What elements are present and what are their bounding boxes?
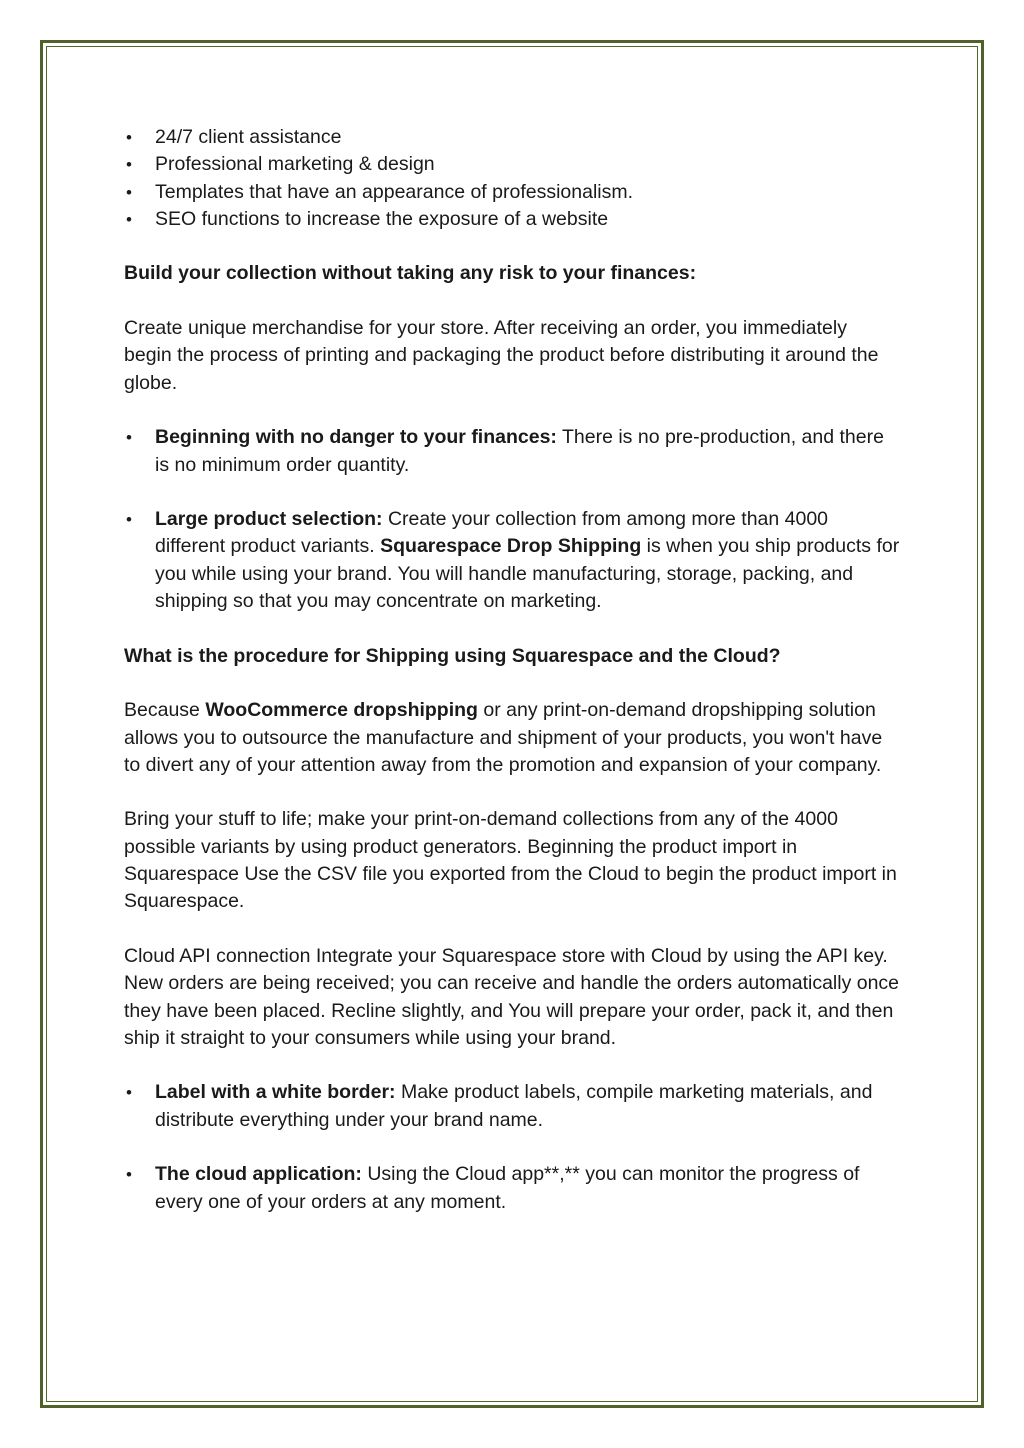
heading-risk: Build your collection without taking any risk to your finances:	[124, 262, 697, 285]
list-item	[124, 1079, 900, 1134]
bullet-bold-term: Squarespace Drop Shipping	[380, 535, 642, 558]
bullet-cloud-list	[124, 1161, 900, 1216]
paragraph-woocommerce	[124, 697, 900, 779]
list-item: • Professional marketing & design	[124, 151, 900, 178]
list-item	[124, 1161, 900, 1216]
bullet-text: Create your collection from among more than 4000 different product variants.	[155, 508, 829, 558]
bullet-selection-list	[124, 506, 900, 615]
paragraph-bold-term: WooCommerce dropshipping	[205, 699, 478, 722]
bullet-no-danger-list	[124, 424, 900, 479]
bullet-bold-lead: Beginning with no danger to your finances:	[155, 426, 557, 449]
bullet-bold-lead: Label with a white border:	[155, 1081, 396, 1104]
bullet-text: Using the Cloud app**,** you can monitor the progress of every one of your orders at any moment.	[155, 1163, 860, 1213]
list-item: • SEO functions to increase the exposure of a website	[124, 206, 900, 233]
list-item: • 24/7 client assistance	[124, 124, 900, 151]
list-item	[124, 424, 900, 479]
list-item	[124, 506, 900, 615]
paragraph-text: Because	[124, 699, 206, 722]
bullet-text: is when you ship products for you while using your brand. You will handle manufacturing, storage, packing, and shipping so that you may concentrate on marketing.	[155, 535, 900, 613]
bullet-text: There is no pre-production, and there is no minimum order quantity.	[155, 426, 884, 476]
bullet-bold-lead: The cloud application:	[155, 1163, 362, 1186]
document-body	[124, 124, 900, 1216]
bullet-text: Make product labels, compile marketing materials, and distribute everything under your brand name.	[155, 1081, 873, 1131]
bullet-bold-lead: Large product selection:	[155, 508, 383, 531]
paragraph-api: Cloud API connection Integrate your Squarespace store with Cloud by using the API key. New orders are being received; you can receive and handle the orders automatically once they have been placed. Recline slightly, and You will prepare your order, pack it, and then ship it straight to your consumers while using your brand.	[124, 944, 900, 1049]
bullet-label-list	[124, 1079, 900, 1134]
heading-procedure: What is the procedure for Shipping using Squarespace and the Cloud?	[124, 644, 781, 667]
paragraph-merch: Create unique merchandise for your store. After receiving an order, you immediately begin the process of printing and packaging the product before distributing it around the globe.	[124, 317, 879, 394]
paragraph-bring: Bring your stuff to life; make your print-on-demand collections from any of the 4000 possible variants by using product generators. Beginning the product import in Squarespace Use the CSV file you exported from the Cloud to begin the product import in Squarespace.	[124, 808, 897, 913]
paragraph-text: or any print-on-demand dropshipping solution allows you to outsource the manufacture and shipment of your products, you won't have to divert any of your attention away from the promotion and expansion of your company.	[124, 699, 883, 776]
features-list	[124, 124, 900, 233]
list-item: • Templates that have an appearance of professionalism.	[124, 179, 900, 206]
